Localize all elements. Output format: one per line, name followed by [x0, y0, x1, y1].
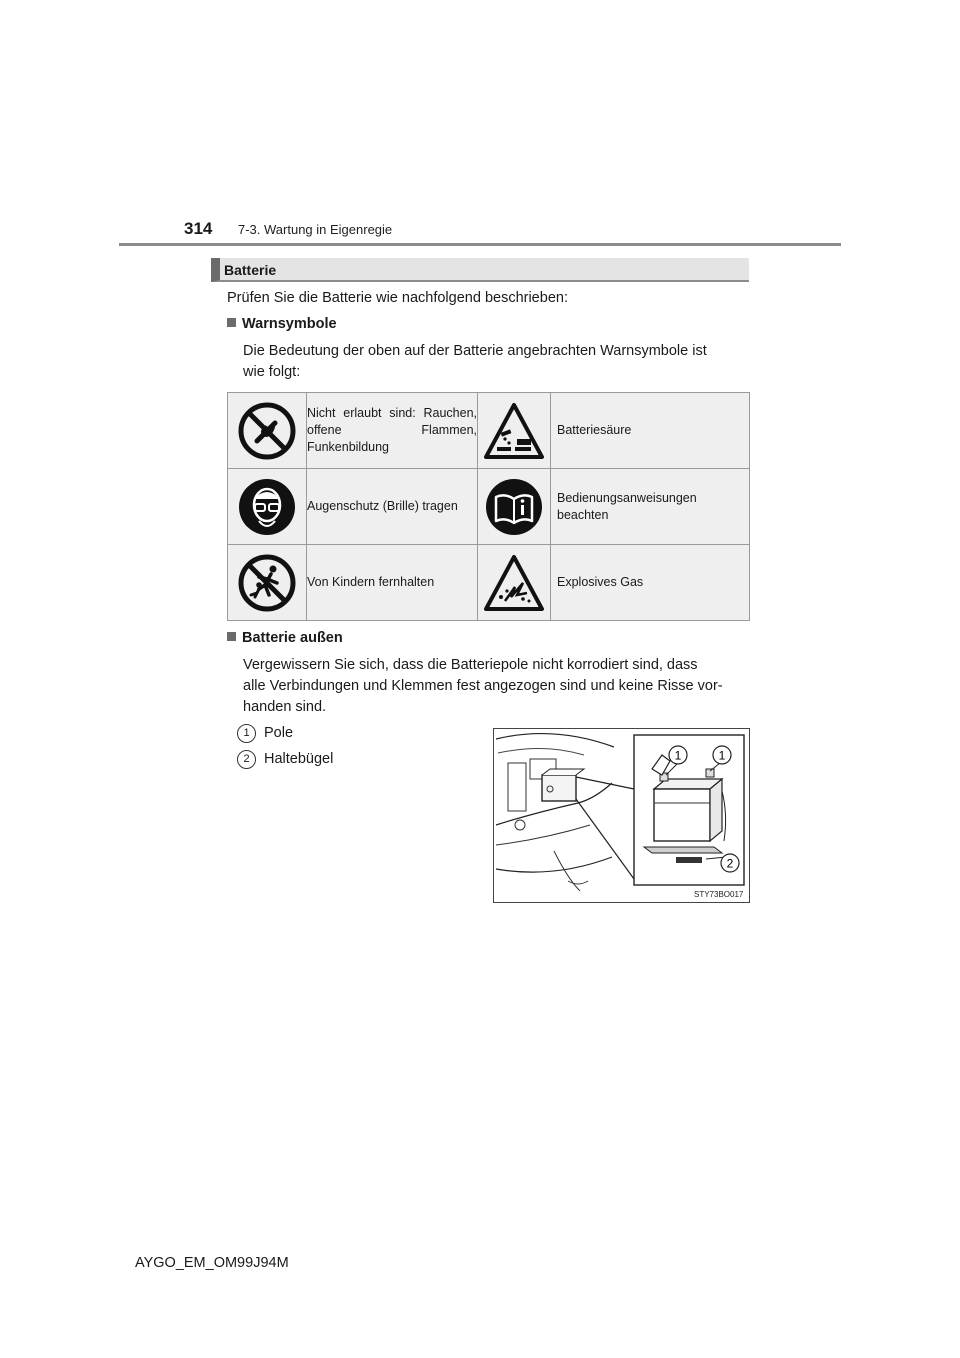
warn-symbols-description-line1: Die Bedeutung der oben auf der Batterie angebrachten Warnsymbole ist — [243, 343, 707, 359]
symbol-description: Von Kindern fernhalten — [307, 545, 478, 621]
symbol-description: Batteriesäure — [551, 393, 750, 469]
icon-cell — [478, 393, 551, 469]
warn-symbols-description-line2: wie folgt: — [243, 364, 301, 380]
icon-cell — [478, 545, 551, 621]
warn-symbols-description — [243, 341, 749, 383]
table-row — [228, 393, 750, 469]
callout-number: 2 — [237, 750, 256, 769]
battery-exterior-description — [243, 655, 749, 718]
callout-number: 1 — [237, 724, 256, 743]
icon-cell — [478, 469, 551, 545]
battery-exterior-heading — [227, 630, 343, 646]
section-title: Batterie — [224, 262, 277, 278]
callout-item — [237, 724, 293, 743]
callout-label: Pole — [264, 725, 294, 741]
table-row — [228, 545, 750, 621]
page-number: 314 — [184, 219, 213, 238]
eye-protection-icon — [237, 477, 297, 537]
explosive-gas-icon — [483, 553, 545, 613]
figure-marker: 2 — [726, 856, 734, 871]
document-code: AYGO_EM_OM99J94M — [135, 1255, 289, 1271]
keep-away-children-icon — [237, 553, 297, 613]
battery-acid-icon — [483, 401, 545, 461]
figure-marker: 1 — [674, 748, 682, 763]
section-path: 7-3. Wartung in Eigenregie — [238, 222, 393, 237]
symbol-description: Augenschutz (Brille) tragen — [307, 469, 478, 545]
section-heading-bar — [211, 258, 749, 282]
figure-marker: 1 — [718, 748, 726, 763]
battery-exterior-line3: handen sind. — [243, 699, 327, 715]
callout-label: Haltebügel — [264, 751, 334, 767]
warn-symbols-heading-text: Warnsymbole — [242, 316, 337, 332]
icon-cell — [228, 545, 307, 621]
header-rule — [119, 243, 841, 246]
table-row — [228, 469, 750, 545]
warn-symbols-heading — [227, 316, 337, 332]
icon-cell — [228, 469, 307, 545]
battery-illustration — [493, 728, 750, 903]
read-manual-icon — [484, 477, 544, 537]
no-smoking-flames-icon — [237, 401, 297, 461]
engine-bay-battery-drawing — [494, 729, 749, 902]
square-bullet-icon — [227, 632, 236, 641]
icon-cell — [228, 393, 307, 469]
square-bullet-icon — [227, 318, 236, 327]
section-intro: Prüfen Sie die Batterie wie nachfolgend beschrieben: — [227, 290, 568, 306]
symbol-description: Explosives Gas — [551, 545, 750, 621]
symbol-description: Nicht erlaubt sind: Rauchen, offene Flammen, Funkenbildung — [307, 393, 478, 469]
battery-exterior-heading-text: Batterie außen — [242, 630, 343, 646]
figure-code: STY73BO017 — [694, 890, 744, 899]
symbol-description: Bedienungsanweisungen beachten — [551, 469, 750, 545]
warning-symbols-table — [227, 392, 750, 621]
battery-exterior-line1: Vergewissern Sie sich, dass die Batteriepole nicht korrodiert sind, dass — [243, 657, 698, 673]
battery-exterior-line2: alle Verbindungen und Klemmen fest angezogen sind und keine Risse vor- — [243, 678, 723, 694]
callout-item — [237, 750, 333, 769]
